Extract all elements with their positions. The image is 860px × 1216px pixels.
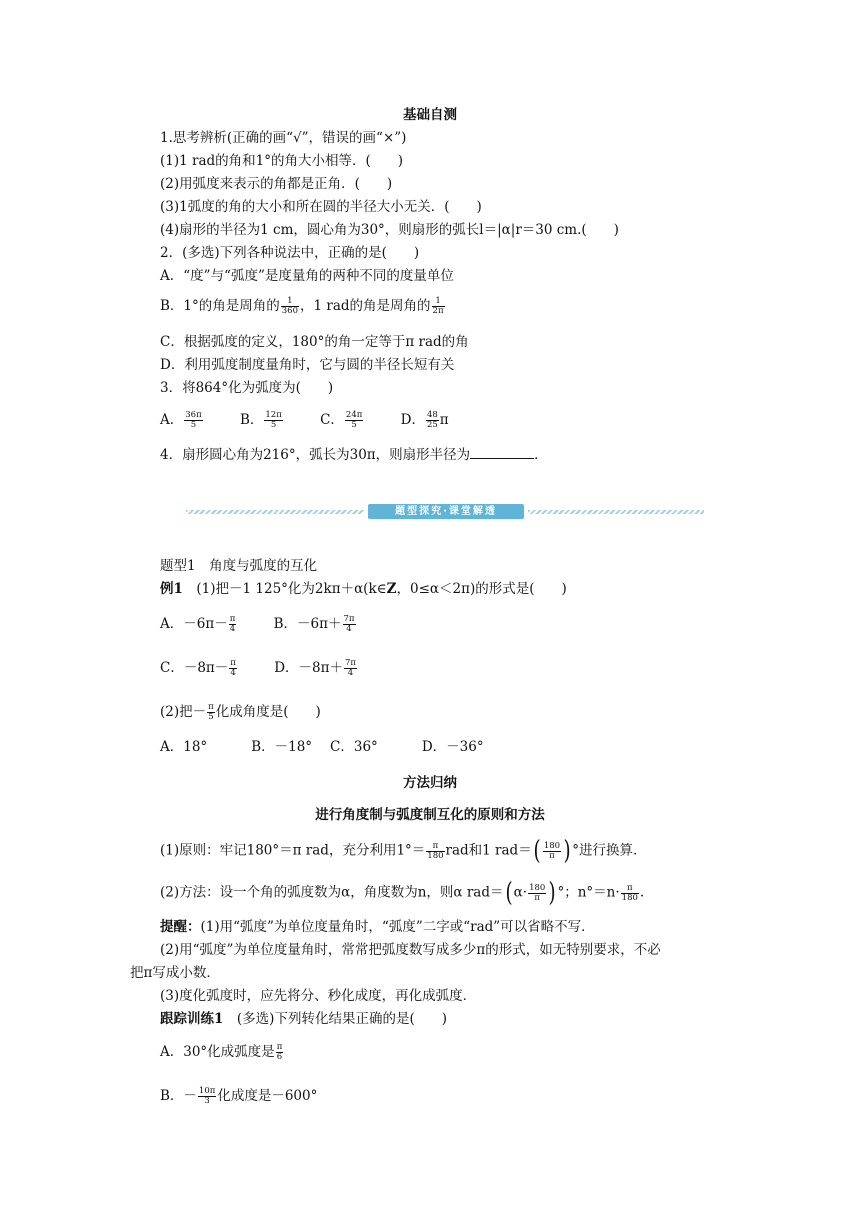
method-tip-2-continued: 把π写成小数．	[130, 965, 220, 981]
question-3-option-d: D． $\frac{48}{25}$ π	[400, 410, 449, 430]
question-1-item-4: (4)扇形的半径为1 cm，圆心角为30°，则扇形的弧长l＝|α|r＝30 cm.( )	[160, 222, 619, 238]
question-3-option-b: B． $\frac{12\pi}{5}$	[239, 410, 282, 430]
method-heading: 方法归纳	[403, 775, 457, 791]
tracking-option-a: A．30°化成弧度是 $\frac{\pi}{6}$	[160, 1042, 283, 1062]
question-3-option-c: C． $\frac{24\pi}{5}$	[320, 410, 363, 430]
question-4: 4．扇形圆心角为216°，弧长为30π，则扇形半径为 ．	[160, 447, 548, 463]
question-1-title: 1.思考辨析(正确的画“√”，错误的画“×”)	[160, 130, 407, 146]
example-1-part-2: (2)把－ $\frac{\pi}{5}$ 化成角度是( )	[160, 702, 321, 722]
method-approach: (2)方法：设一个角的弧度数为α，角度数为n，则α rad＝( α· $\frac{180}{\pi}$ ) °；n°＝n· $\frac{\pi}{180}$ .	[160, 878, 645, 908]
example-1-options-ab: A．－6π－ $\frac{\pi}{4}$ B．－6π＋ $\frac{7\pi}{4}$	[160, 614, 355, 634]
fraction: $\frac{1}{360}$	[281, 296, 298, 316]
question-1-item-2: (2)用弧度来表示的角都是正角．( )	[160, 176, 393, 192]
question-1-item-1: (1)1 rad的角和1°的角大小相等．( )	[160, 153, 404, 169]
question-3-option-a: A． $\frac{36\pi}{5}$	[160, 410, 202, 430]
question-2-option-a: A．“度”与“弧度”是度量角的两种不同的度量单位	[160, 268, 454, 284]
method-tip-1: 提醒：(1)用“弧度”为单位度量角时，“弧度”二字或“rad”可以省略不写．	[160, 919, 595, 935]
basic-test-heading: 基础自测	[403, 107, 457, 123]
question-1-item-3: (3)1弧度的角的大小和所在圆的半径大小无关．( )	[160, 199, 482, 215]
question-2-option-d: D．利用弧度制度量角时，它与圆的半径长短有关	[160, 357, 455, 373]
example-1-part-1: 例1 (1)把－1 125°化为2kπ＋α(k∈Z，0≤α＜2π)的形式是( )	[160, 581, 567, 597]
question-2-option-b: B．1°的角是周角的 $\frac{1}{360}$ ，1 rad的角是周角的 $\frac{1}{2\pi}$	[160, 296, 444, 316]
question-2-option-c: C．根据弧度的定义，180°的角一定等于π rad的角	[160, 334, 469, 350]
question-2-title: 2．(多选)下列各种说法中，正确的是( )	[160, 245, 420, 261]
question-3-title: 3．将864°化为弧度为( )	[160, 380, 334, 396]
method-tip-2: (2)用“弧度”为单位度量角时，常常把弧度数写成多少π的形式，如无特别要求，不必	[160, 942, 661, 958]
example-1-options-cd: C．－8π－ $\frac{\pi}{4}$ D．－8π＋ $\frac{7\pi}{4}$	[160, 658, 356, 678]
method-tip-3: (3)度化弧度时，应先将分、秒化成度，再化成弧度．	[160, 988, 477, 1004]
type-1-title: 题型1 角度与弧度的互化	[160, 558, 318, 574]
section-banner-label: 题型探究·课堂解透	[368, 504, 524, 519]
tracking-option-b: B．－ $\frac{10\pi}{3}$ 化成度是－600°	[160, 1086, 318, 1106]
section-banner	[186, 504, 704, 520]
method-principle: (1)原则：牢记180°＝π rad，充分利用1°＝ $\frac{\pi}{180}$ rad和1 rad＝( $\frac{180}{\pi}$ ) °进行换算．	[160, 836, 647, 866]
example-1-part-2-options: A．18° B．－18° C．36° D．－36°	[160, 739, 484, 755]
fraction: $\frac{1}{2\pi}$	[432, 296, 444, 316]
question-3-options	[160, 411, 481, 430]
method-subheading: 进行角度制与弧度制互化的原则和方法	[315, 807, 545, 823]
tracking-exercise-1: 跟踪训练1 (多选)下列转化结果正确的是( )	[160, 1011, 447, 1027]
answer-blank	[470, 446, 534, 459]
